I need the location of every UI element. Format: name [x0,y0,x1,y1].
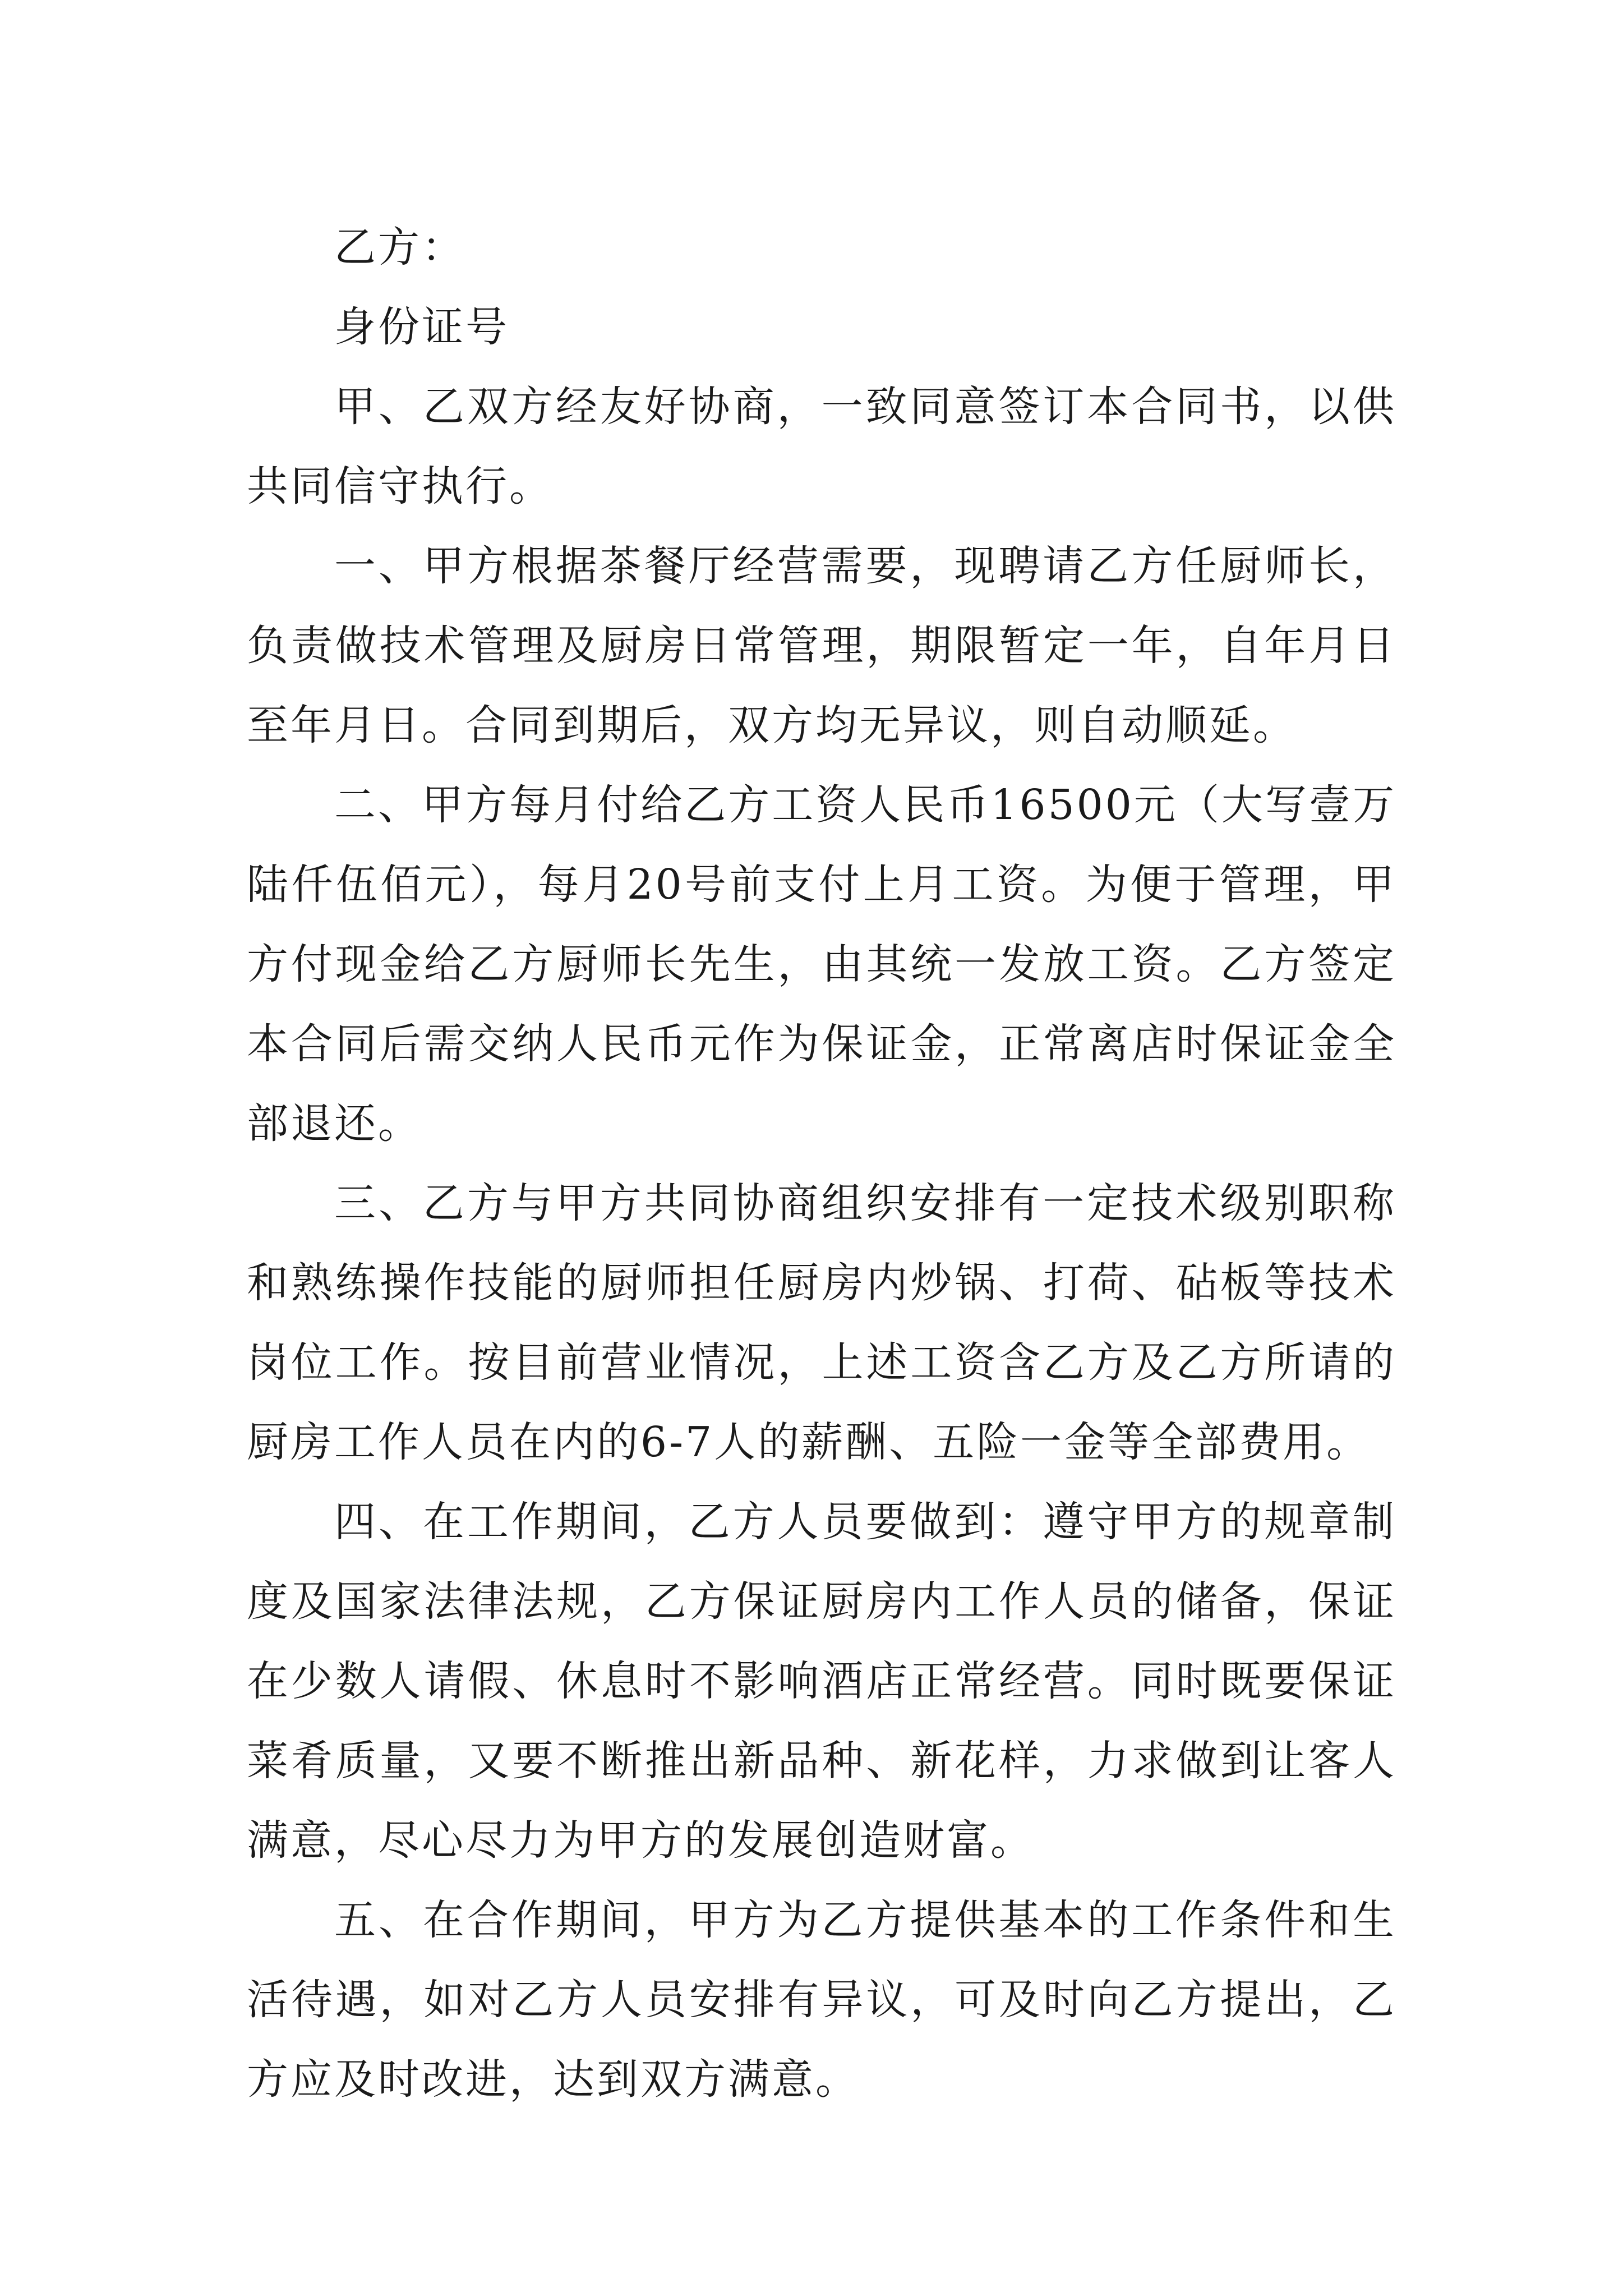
clause-1-paragraph: 一、甲方根据茶餐厅经营需要，现聘请乙方任厨师长，负责做技术管理及厨房日常管理，期限暂定一年，自年月日至年月日。合同到期后，双方均无异议，则自动顺延。 [247,542,1396,749]
document-body [247,208,1396,2119]
clause-3-paragraph: 三、乙方与甲方共同协商组织安排有一定技术级别职称和熟练操作技能的厨师担任厨房内炒锅、打荷、砧板等技术岗位工作。按目前营业情况，上述工资含乙方及乙方所请的厨房工作人员在内的6-7人的薪酬、五险一金等全部费用。 [247,1179,1396,1466]
id-number-line: 身份证号 [334,303,509,351]
clause-2-paragraph: 二、甲方每月付给乙方工资人民币16500元（大写壹万陆仟伍佰元），每月20号前支付上月工资。为便于管理，甲方付现金给乙方厨师长先生，由其统一发放工资。乙方签定本合同后需交纳人民币元作为保证金，正常离店时保证金全部退还。 [247,781,1396,1148]
clause-5-paragraph: 五、在合作期间，甲方为乙方提供基本的工作条件和生活待遇，如对乙方人员安排有异议，可及时向乙方提出，乙方应及时改进，达到双方满意。 [247,1896,1396,2104]
clause-4-paragraph: 四、在工作期间，乙方人员要做到：遵守甲方的规章制度及国家法律法规，乙方保证厨房内工作人员的储备，保证在少数人请假、休息时不影响酒店正常经营。同时既要保证菜肴质量，又要不断推出新品种、新花样，力求做到让客人满意，尽心尽力为甲方的发展创造财富。 [247,1498,1396,1865]
party-b-line: 乙方： [334,223,465,272]
preamble-paragraph: 甲、乙双方经友好协商，一致同意签订本合同书，以供共同信守执行。 [247,383,1396,510]
